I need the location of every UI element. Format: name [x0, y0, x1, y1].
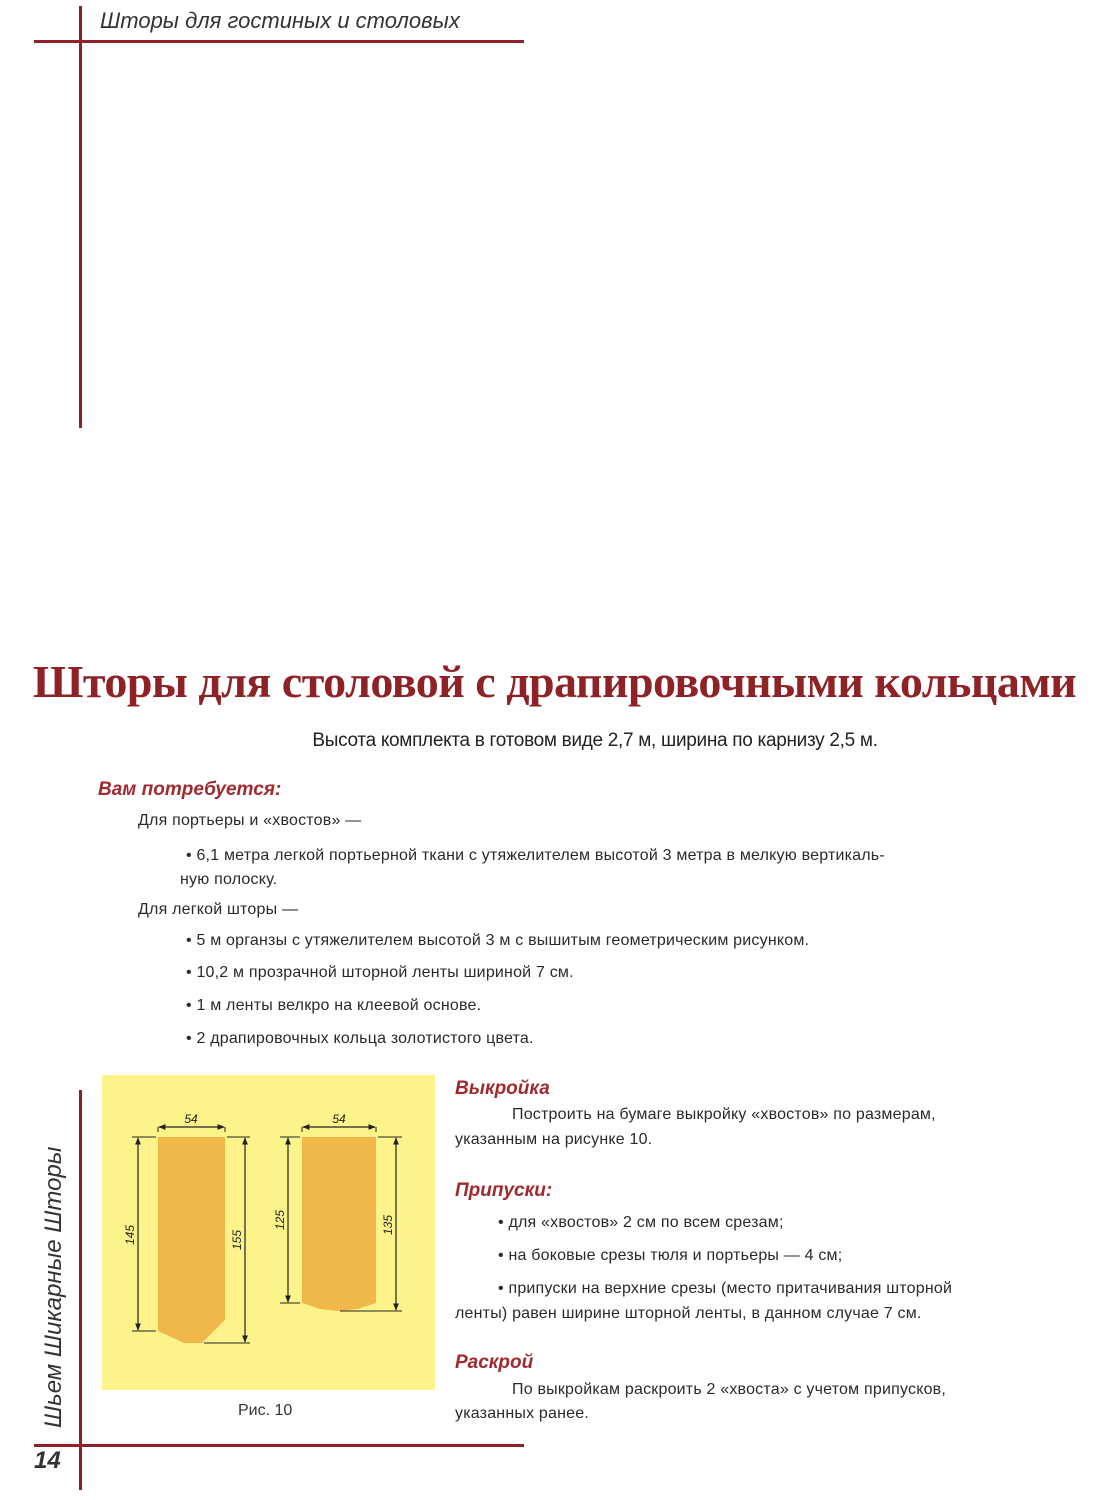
- cutting-text-continuation: указанных ранее.: [455, 1405, 589, 1422]
- book-title-vertical: Шьем Шикарные Шторы: [40, 1146, 67, 1428]
- page-number: 14: [34, 1447, 61, 1474]
- dimension-label: 125: [273, 1209, 287, 1231]
- light-curtain-label: Для легкой шторы —: [138, 901, 299, 918]
- allowances-heading: Припуски:: [455, 1180, 553, 1201]
- list-item: • 6,1 метра легкой портьерной ткани с утяжелителем высотой 3 метра в мелкую вертикаль-: [186, 847, 885, 864]
- portiere-label: Для портьеры и «хвостов» —: [138, 812, 362, 829]
- header-vertical-rule: [79, 6, 82, 428]
- pattern-text: Построить на бумаге выкройку «хвостов» по размерам,: [512, 1106, 936, 1123]
- list-item: • для «хвостов» 2 см по всем срезам;: [498, 1214, 784, 1231]
- list-item-text: припуски на верхние срезы (место притачивания шторной: [508, 1280, 953, 1297]
- header-rule: [34, 40, 524, 43]
- materials-heading: Вам потребуется:: [98, 779, 282, 800]
- figure-10: [102, 1075, 435, 1390]
- list-item-text: 1 м ленты велкро на клеевой основе.: [196, 997, 482, 1014]
- dimension-label: 135: [381, 1214, 395, 1236]
- list-item-text: для «хвостов» 2 см по всем срезам;: [508, 1214, 784, 1231]
- pattern-diagram: [102, 1075, 435, 1390]
- list-item: • 1 м ленты велкро на клеевой основе.: [186, 997, 482, 1014]
- list-item-text: 6,1 метра легкой портьерной ткани с утяжелителем высотой 3 метра в мелкую вертикаль-: [196, 847, 885, 864]
- figure-caption: Рис. 10: [238, 1402, 293, 1419]
- pattern-piece-right: [302, 1137, 376, 1311]
- list-item-text: 5 м органзы с утяжелителем высотой 3 м с вышитым геометрическим рисунком.: [196, 932, 810, 949]
- list-item: • 5 м органзы с утяжелителем высотой 3 м с вышитым геометрическим рисунком.: [186, 932, 810, 949]
- running-header: Шторы для гостиных и столовых: [100, 8, 460, 33]
- list-item-text: на боковые срезы тюля и портьеры — 4 см;: [508, 1247, 843, 1264]
- footer-vertical-rule: [79, 1090, 82, 1490]
- list-item-text: 10,2 м прозрачной шторной ленты шириной 7 см.: [196, 964, 574, 981]
- list-item-continuation: ную полоску.: [180, 871, 278, 888]
- dimension-label: 54: [184, 1112, 198, 1126]
- pattern-piece-left: [158, 1137, 225, 1343]
- cutting-text: По выкройкам раскроить 2 «хвоста» с учетом припусков,: [512, 1381, 947, 1398]
- list-item: • 10,2 м прозрачной шторной ленты шириной 7 см.: [186, 964, 574, 981]
- list-item: • припуски на верхние срезы (место притачивания шторной: [498, 1280, 953, 1297]
- list-item-text: 2 драпировочных кольца золотистого цвета.: [196, 1030, 534, 1047]
- dimension-label: 145: [123, 1224, 137, 1246]
- list-item: • на боковые срезы тюля и портьеры — 4 см;: [498, 1247, 843, 1264]
- article-title: Шторы для столовой с драпировочными кольцами: [32, 656, 1077, 707]
- cutting-heading: Раскрой: [455, 1352, 534, 1373]
- list-item: • 2 драпировочных кольца золотистого цвета.: [186, 1030, 534, 1047]
- footer-rule: [34, 1444, 524, 1447]
- dimension-label: 155: [230, 1229, 244, 1251]
- pattern-heading: Выкройка: [455, 1078, 550, 1099]
- list-item-continuation: ленты) равен ширине шторной ленты, в данном случае 7 см.: [455, 1305, 922, 1322]
- dimension-label: 54: [332, 1112, 346, 1126]
- article-subtitle: Высота комплекта в готовом виде 2,7 м, ширина по карнизу 2,5 м.: [312, 730, 878, 751]
- pattern-text-continuation: указанным на рисунке 10.: [455, 1131, 653, 1148]
